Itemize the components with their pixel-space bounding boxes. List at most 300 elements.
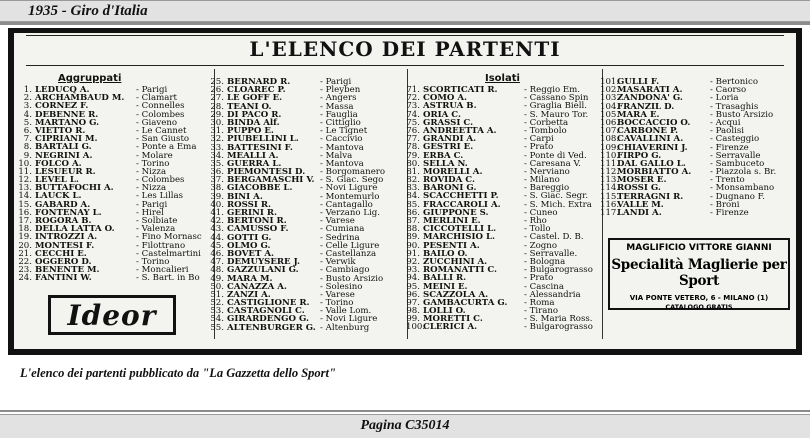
entrant-number: 72. (406, 93, 420, 104)
entrant-number: 100. (406, 322, 426, 333)
entrant-hometown: - Cittiglio (320, 117, 361, 128)
entrant-hometown: - Paolisi (710, 126, 744, 137)
entrant-number: 84. (406, 191, 420, 202)
entrant-name: CARBONE P. (617, 126, 678, 137)
entrant-number: 48. (210, 265, 224, 276)
entrant-hometown: - S. Giac. Segr. (524, 191, 589, 202)
entrant-name: MARCHISIO L. (423, 232, 496, 243)
ad-catalog: CATALOGO GRATIS (665, 303, 733, 311)
entrant-number: 47. (210, 257, 224, 268)
entrant-name: ZANDONA' G. (617, 93, 683, 104)
entrant-hometown: - Bulgarograsso (524, 265, 593, 276)
entrant-name: ORIA C. (423, 109, 461, 120)
entrant-number: 55. (210, 322, 224, 333)
newspaper-clipping (8, 28, 802, 355)
footer-bar (0, 414, 810, 438)
entrant-hometown: - Cumiana (320, 224, 365, 235)
entrant-name: GERINI R. (227, 208, 278, 218)
entrant-hometown: - Moncalieri (136, 265, 189, 276)
entrant-name: CASTIGLIONE R. (227, 298, 310, 309)
entrant-hometown: - Solesino (320, 281, 363, 292)
entrant-number: 25. (210, 77, 224, 87)
entrant-hometown: - Broni (710, 199, 740, 210)
entrant-number: 31. (210, 126, 224, 137)
entrant-name: BAILO O. (423, 248, 468, 259)
entrant-number: 27. (210, 93, 224, 104)
entrant-name: DAL GALLO L. (617, 158, 686, 169)
entrant-name: CAMUSSO F. (227, 224, 289, 235)
entrant-name: GUERRA L. (227, 158, 282, 169)
entrant-name: LE GOFF E. (227, 93, 283, 104)
entrant-number: 42. (210, 216, 224, 227)
entrant-number: 95. (406, 281, 420, 292)
entrant-number: 7. (23, 134, 32, 145)
entrant-name: DEMUYSERE J. (227, 257, 300, 268)
entrant-hometown: - Massa (320, 101, 354, 112)
entrant-hometown: - Malva (320, 150, 353, 161)
entrant-name: BUTTAFOCHI A. (35, 183, 114, 194)
entrant-number: 105. (600, 109, 620, 120)
entrant-hometown: - S. Mauro Tor. (524, 109, 589, 120)
header-bar (0, 0, 810, 22)
entrant-hometown: - Altenburg (320, 322, 370, 333)
entrant-hometown: - Giaveno (136, 117, 178, 128)
entrant-hometown: - Novi Ligure (320, 183, 378, 194)
entrant-name: GRASSI C. (423, 117, 474, 128)
entrant-hometown: - Nizza (136, 166, 167, 177)
entrant-hometown: - Milano (524, 175, 560, 186)
entrant-name: BALLI R. (423, 273, 467, 284)
entrant-number: 114. (600, 183, 620, 194)
entrant-number: 75. (406, 117, 420, 128)
entrant-hometown: - Reggio Em. (524, 85, 581, 95)
entrant-number: 16. (18, 207, 32, 218)
entrant-number: 43. (210, 224, 224, 235)
clipping-headline: L'ELENCO DEI PARTENTI (249, 37, 561, 61)
entrant-number: 96. (406, 289, 420, 300)
entrant-number: 81. (406, 166, 420, 177)
entrant-hometown: - Fauglia (320, 109, 358, 120)
entrant-hometown: - Verwik (320, 257, 356, 268)
entrant-hometown: - Pleyben (320, 85, 361, 96)
entrant-name: BERNARD R. (227, 77, 291, 87)
entrant-hometown: - S. Maria Ross. (524, 314, 593, 325)
entrant-name: VIETTO R. (35, 125, 86, 136)
entrant-name: GRANDI A. (423, 134, 477, 145)
entrant-number: 44. (210, 232, 224, 243)
entrant-name: LEVEL L. (35, 175, 79, 186)
entrant-name: BARONI G. (423, 183, 477, 194)
entrant-number: 28. (210, 101, 224, 112)
ideor-logo-text: Ideor (67, 299, 157, 332)
entrant-hometown: - Bologna (524, 256, 566, 267)
entrant-name: GIRARDENGO G. (227, 314, 310, 325)
entrant-name: DEBENNE R. (35, 109, 99, 120)
entrants-column-4 (600, 78, 796, 217)
entrant-number: 90. (406, 240, 420, 251)
entrant-hometown: - Dugnano F. (710, 191, 766, 202)
entrant-hometown: - Molare (136, 150, 173, 161)
entrant-name: DELLA LATTA O. (35, 224, 115, 235)
entrant-hometown: - Parigi (320, 77, 352, 87)
entrant-name: CECCHI E. (35, 248, 87, 259)
entrant-hometown: - Castel. D. B. (524, 232, 584, 243)
entrant-number: 14. (18, 191, 32, 202)
entrant-number: 83. (406, 183, 420, 194)
entrant-hometown: - S. Mich. Extra (524, 199, 592, 210)
entrant-number: 76. (406, 125, 420, 136)
entrant-hometown: - Bulgarograsso (524, 322, 593, 333)
entrant-hometown: - Cantagallo (320, 199, 373, 210)
entrant-hometown: - Cuneo (524, 207, 558, 218)
entrant-name: ROSSI G. (617, 183, 661, 194)
entrant-name: GAMBACURTA G. (423, 297, 508, 308)
entrant-hometown: - Fino Mornasc (136, 232, 202, 243)
entrant-name: FONTENAY L. (35, 207, 102, 218)
entrant-name: MORELLI A. (423, 166, 483, 177)
entrant-name: TEANI O. (227, 101, 272, 112)
entrant-hometown: - Caccivio (320, 134, 363, 145)
entrant-number: 74. (406, 109, 420, 120)
entrant-name: SCAZZOLA A. (423, 289, 489, 300)
entrant-number: 117. (600, 208, 620, 218)
entrant-name: FRANZIL D. (617, 101, 675, 112)
entrant-name: GESTRI E. (423, 142, 474, 153)
entrant-hometown: - Castelmartini (136, 248, 201, 259)
entrant-name: INTROZZI A. (35, 232, 98, 243)
entrant-name: PIEMONTESI D. (227, 167, 306, 178)
entrants-column-3 (406, 86, 602, 332)
entrant-hometown: - Serravalle (710, 150, 761, 161)
entrant-name: FOLCO A. (35, 158, 82, 169)
entrant-hometown: - Valle Lom. (320, 306, 372, 317)
entrant-number: 94. (406, 273, 420, 284)
entrant-hometown: - Celle Ligure (320, 240, 380, 251)
entrant-name: ERBA C. (423, 150, 464, 161)
entrant-number: 93. (406, 265, 420, 276)
entrant-number: 86. (406, 207, 420, 218)
entrant-number: 113. (600, 175, 620, 186)
entrant-number: 3. (23, 101, 32, 112)
entrant-name: ROGORA B. (35, 216, 92, 226)
entrant-hometown: - Trasaghis (710, 101, 759, 112)
entrant-name: ROSSI R. (227, 199, 271, 210)
section-aggruppati: Aggruppati (58, 73, 122, 84)
entrant-name: GIACOBBE L. (227, 183, 293, 194)
entrant-number: 19. (18, 232, 32, 243)
entrant-number: 46. (210, 248, 224, 259)
entrant-hometown: - Sambuceto (710, 158, 765, 169)
entrant-name: PUPPO E. (227, 126, 274, 137)
entrant-hometown: - Les Lillas (136, 191, 184, 202)
entrant-name: SCORTICATI R. (423, 85, 498, 95)
entrant-name: CLOAREC P. (227, 85, 286, 96)
entrant-number: 98. (406, 306, 420, 317)
entrant-number: 22. (18, 256, 32, 267)
entrant-name: COMO A. (423, 93, 467, 104)
entrant-number: 23. (18, 265, 32, 276)
entrant-number: 85. (406, 199, 420, 210)
entrant-name: ROMANATTI C. (423, 265, 498, 276)
entrant-name: FRACCAROLI A. (423, 199, 501, 210)
entrant-number: 103. (600, 93, 620, 104)
entrant-number: 11. (18, 166, 32, 177)
entrant-hometown: - Torino (320, 298, 354, 309)
entrant-hometown: - Mantova (320, 142, 364, 153)
ideor-logo (48, 295, 176, 335)
entrant-name: MARTANO G. (35, 117, 100, 128)
entrant-hometown: - Torino (136, 256, 170, 267)
entrant-hometown: - Roma (524, 297, 555, 308)
entrant-hometown: - Angers (320, 93, 357, 104)
entrant-name: LANDI A. (617, 208, 662, 218)
entrant-row (406, 323, 602, 331)
entrant-name: OLMO G. (227, 240, 271, 251)
entrant-number: 33. (210, 142, 224, 153)
entrant-hometown: - Bareggio (524, 183, 570, 194)
entrant-name: OGGERO D. (35, 256, 92, 267)
entrant-name: CANAZZA A. (227, 281, 287, 292)
entrant-hometown: - Torino (136, 158, 170, 169)
entrant-number: 36. (210, 167, 224, 178)
entrant-hometown: - S. Giac. Sego (320, 175, 384, 186)
entrant-name: GAZZULANI G. (227, 265, 299, 276)
entrant-hometown: - Serravalle. (524, 248, 578, 259)
entrant-hometown: - Ponte di Ved. (524, 150, 587, 161)
entrant-number: 54. (210, 314, 224, 325)
entrant-number: 108. (600, 134, 620, 145)
entrant-row (600, 209, 796, 217)
entrant-number: 45. (210, 240, 224, 251)
entrant-number: 53. (210, 306, 224, 317)
entrant-number: 9. (23, 150, 32, 161)
entrant-number: 71. (406, 85, 420, 95)
entrant-number: 77. (406, 134, 420, 145)
entrant-name: ZANZI A. (227, 289, 271, 300)
entrant-hometown: - Piazzola s. Br. (710, 167, 777, 178)
entrant-hometown: - Connelles (136, 101, 185, 112)
entrant-number: 102. (600, 85, 620, 96)
entrant-number: 49. (210, 273, 224, 284)
ad-address: VIA PONTE VETERO, 6 - MILANO (1) (629, 294, 769, 302)
entrant-number: 5. (23, 117, 32, 128)
entrant-number: 32. (210, 134, 224, 145)
entrant-number: 29. (210, 109, 224, 120)
entrant-number: 87. (406, 216, 420, 226)
image-caption: L'elenco dei partenti pubblicato da "La Gazzetta dello Sport" (20, 366, 336, 380)
entrant-name: GOTTI G. (227, 232, 272, 243)
header-divider (0, 22, 810, 25)
entrant-number: 20. (18, 240, 32, 251)
entrant-hometown: - Verzano Lig. (320, 208, 381, 218)
entrant-hometown: - Firenze (710, 142, 749, 153)
page-title: 1935 - Giro d'Italia (28, 3, 148, 19)
entrant-number: 13. (18, 183, 32, 194)
headline-rule-top (26, 35, 784, 36)
ad-slogan: Specialità Maglierie per Sport (611, 257, 787, 289)
entrant-hometown: - Cascina (524, 281, 564, 292)
entrant-hometown: - Solbiate (136, 216, 178, 226)
entrant-number: 97. (406, 297, 420, 308)
entrants-column-1 (18, 86, 214, 283)
entrant-hometown: - Colombes (136, 109, 185, 120)
entrant-hometown: - Ponte a Ema (136, 142, 197, 153)
entrant-hometown: - Clamart (136, 93, 177, 104)
entrant-hometown: - Cambiago (320, 265, 370, 276)
entrant-hometown: - Borgomanero (320, 167, 386, 178)
entrant-hometown: - San Giusto (136, 134, 190, 145)
entrant-number: 80. (406, 158, 420, 169)
headline-rule-bottom (26, 65, 784, 66)
entrant-name: BARTALI G. (35, 142, 92, 153)
entrant-number: 2. (23, 93, 32, 104)
entrant-name: GABARD A. (35, 199, 91, 210)
entrant-hometown: - Varese (320, 216, 355, 227)
entrant-name: NEGRINI A. (35, 150, 93, 161)
entrant-hometown: - Rho (524, 216, 547, 226)
entrant-name: ANDREETTA A. (423, 125, 497, 136)
entrant-number: 41. (210, 208, 224, 218)
entrant-name: LEDUCQ A. (35, 85, 90, 95)
entrant-hometown: - S. Bart. in Bo (136, 273, 200, 284)
entrant-number: 99. (406, 314, 420, 325)
entrant-name: MARA M. (227, 273, 273, 284)
clipping-paper (14, 33, 796, 349)
entrant-number: 52. (210, 298, 224, 309)
ad-company: MAGLIFICIO VITTORE GIANNI (626, 243, 772, 253)
entrant-hometown: - Cassano Spin (524, 93, 589, 104)
entrant-number: 110. (600, 150, 620, 161)
entrant-number: 104. (600, 101, 620, 112)
entrant-number: 40. (210, 199, 224, 210)
entrant-hometown: - Novi Ligure (320, 314, 378, 325)
entrant-hometown: - Varese (320, 289, 355, 300)
entrant-hometown: - Castellanza (320, 248, 377, 259)
entrant-number: 10. (18, 158, 32, 169)
entrant-number: 35. (210, 158, 224, 169)
entrant-number: 51. (210, 289, 224, 300)
entrant-name: MORETTI C. (423, 314, 483, 325)
entrant-name: TERRAGNI R. (617, 191, 684, 202)
entrant-hometown: - Busto Arsizio (710, 109, 774, 120)
entrant-name: VALLE M. (617, 199, 664, 210)
entrant-number: 17. (18, 216, 32, 226)
entrant-hometown: - Zogno (524, 240, 557, 251)
entrant-hometown: - Monsambano (710, 183, 775, 194)
entrant-name: BERTONI R. (227, 216, 287, 227)
entrant-number: 12. (18, 175, 32, 186)
entrant-number: 92. (406, 256, 420, 267)
entrant-number: 111. (600, 158, 620, 169)
entrant-number: 30. (210, 117, 224, 128)
entrant-number: 1. (23, 85, 32, 95)
entrant-hometown: - Parigi (136, 85, 168, 95)
entrant-hometown: - Bertonico (710, 77, 759, 87)
entrant-number: 50. (210, 281, 224, 292)
entrant-hometown: - Loria (710, 93, 739, 104)
entrant-name: PESENTI A. (423, 240, 480, 251)
entrant-name: MERLINI E. (423, 216, 481, 226)
entrant-number: 89. (406, 232, 420, 243)
entrant-name: MOSER E. (617, 175, 667, 186)
entrant-name: MEALLI A. (227, 150, 279, 161)
entrant-hometown: - Nizza (136, 183, 167, 194)
entrant-name: PIUBELLINI L. (227, 134, 299, 145)
entrant-name: CIPRIANI M. (35, 134, 98, 145)
entrant-number: 18. (18, 224, 32, 235)
entrant-hometown: - Casteggio (710, 134, 760, 145)
entrant-hometown: - Le Tignet (320, 126, 368, 137)
entrant-hometown: - Valenza (136, 224, 176, 235)
entrants-column-2 (210, 78, 406, 332)
entrant-number: 37. (210, 175, 224, 186)
entrant-name: FIRPO G. (617, 150, 662, 161)
entrant-name: BENENTE M. (35, 265, 100, 276)
entrant-name: SCACCHETTI P. (423, 191, 499, 202)
entrant-hometown: - Montemurlo (320, 191, 380, 202)
entrant-name: GULLI F. (617, 77, 660, 87)
entrant-number: 78. (406, 142, 420, 153)
entrant-hometown: - Firenze (710, 208, 749, 218)
entrant-name: DI PACO R. (227, 109, 282, 120)
entrant-name: MEINI E. (423, 281, 468, 292)
entrant-name: BINI A. (227, 191, 263, 202)
entrant-number: 109. (600, 142, 620, 153)
entrant-name: FANTINI W. (35, 273, 92, 284)
entrant-hometown: - Prato (524, 273, 554, 284)
entrant-number: 4. (23, 109, 32, 120)
entrant-number: 91. (406, 248, 420, 259)
entrant-hometown: - Graglia Biell. (524, 101, 587, 112)
entrant-name: CASTAGNOLI C. (227, 306, 305, 317)
entrant-number: 39. (210, 191, 224, 202)
entrant-name: MASARATI A. (617, 85, 683, 96)
entrant-hometown: - Corbetta (524, 117, 569, 128)
entrant-hometown: - Parigi (136, 199, 168, 210)
entrant-number: 6. (23, 125, 32, 136)
entrant-number: 34. (210, 150, 224, 161)
entrant-name: ALTENBURGER G. (227, 322, 316, 333)
entrant-name: LESUEUR R. (35, 166, 96, 177)
entrant-number: 82. (406, 175, 420, 186)
entrant-name: ZUCCHINI A. (423, 256, 488, 267)
entrant-number: 107. (600, 126, 620, 137)
entrant-hometown: - Caresana V. (524, 158, 581, 169)
entrant-name: CORNEZ F. (35, 101, 89, 112)
entrant-name: ARCHAMBAUD M. (35, 93, 125, 104)
entrant-number: 116. (600, 199, 620, 210)
entrant-hometown: - Nerviano (524, 166, 570, 177)
entrant-number: 15. (18, 199, 32, 210)
entrant-number: 26. (210, 85, 224, 96)
entrant-hometown: - Acqui (710, 117, 741, 128)
entrant-hometown: - Trento (710, 175, 745, 186)
entrant-name: ASTRUA B. (423, 101, 477, 112)
entrant-hometown: - Mantova (320, 158, 364, 169)
entrant-hometown: - Carpi (524, 134, 554, 145)
entrant-name: CAVALLINI A. (617, 134, 684, 145)
entrant-name: BERGAMASCHI V. (227, 175, 315, 186)
entrant-row (18, 274, 214, 282)
entrant-name: ROVIDA C. (423, 175, 475, 186)
entrant-name: CICCOTELLI L. (423, 224, 497, 235)
entrant-name: MARA E. (617, 109, 660, 120)
entrant-name: BOVET A. (227, 248, 275, 259)
entrant-number: 115. (600, 191, 620, 202)
advertisement (608, 238, 790, 310)
entrant-hometown: - Colombes (136, 175, 185, 186)
entrant-hometown: - Tirano (524, 306, 559, 317)
